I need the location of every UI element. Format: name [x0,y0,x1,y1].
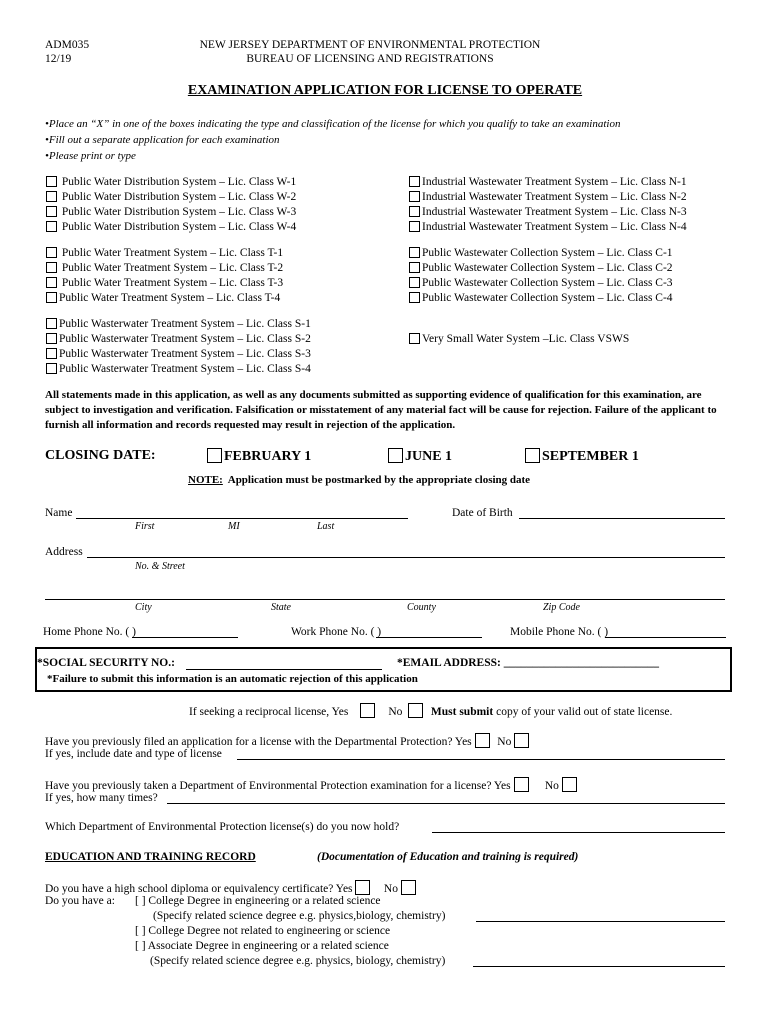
instructions [45,116,620,164]
work-phone-label: Work Phone No. ( ) [291,626,382,638]
reciprocal-no-checkbox[interactable] [408,703,423,718]
county-caption: County [407,602,436,613]
ssn-input[interactable] [186,669,382,670]
checkbox[interactable] [409,176,420,187]
address-label: Address [45,546,83,558]
prior-exam-yes-checkbox[interactable] [514,777,529,792]
ssn-label: *SOCIAL SECURITY NO.: [37,657,175,669]
checkbox[interactable] [46,348,57,359]
agency-block [180,38,560,66]
checkbox[interactable] [46,176,57,187]
reciprocal-question: If seeking a reciprocal license, Yes No Must submit copy of your valid out of state license. [189,703,672,718]
license-option[interactable]: Industrial Wastewater Treatment System – Lic. Class N-4 [409,220,687,235]
mobile-phone-label: Mobile Phone No. ( ) [510,626,609,638]
prior-application-question: Have you previously filed an application for a license with the Departmental Protection? Yes No [45,733,531,748]
reciprocal-yes-checkbox[interactable] [360,703,375,718]
form-id-block [45,38,89,66]
license-option[interactable]: Public Wasterwater Treatment System – Lic. Class S-4 [46,362,311,377]
checkbox[interactable] [388,448,403,463]
diploma-yes-checkbox[interactable] [355,880,370,895]
degree-engineering-option[interactable]: [ ] College Degree in engineering or a related science [135,895,381,907]
checkbox[interactable] [409,333,420,344]
checkbox[interactable] [46,318,57,329]
bureau-name: BUREAU OF LICENSING AND REGISTRATIONS [246,53,494,65]
license-group-collection [409,246,673,306]
checkbox[interactable] [409,247,420,258]
ssn-email-box [35,647,732,692]
prior-application-input[interactable] [237,759,725,760]
closing-option-feb[interactable]: FEBRUARY 1 [207,448,311,465]
prior-exam-input[interactable] [167,803,725,804]
street-input[interactable] [87,557,725,558]
license-option[interactable]: Public Wastewater Collection System – Lic. Class C-2 [409,261,673,276]
prior-exam-no-checkbox[interactable] [562,777,577,792]
degree-label: Do you have a: [45,895,115,907]
checkbox[interactable] [46,292,57,303]
degree-specify-label: (Specify related science degree e.g. physics,biology, chemistry) [153,910,446,922]
prior-exam-followup: If yes, how many times? [45,792,158,804]
checkbox[interactable] [46,206,57,217]
license-group-water-treatment [46,246,283,306]
checkbox[interactable] [46,262,57,273]
degree-specify-input[interactable] [476,921,725,922]
street-caption: No. & Street [135,561,185,572]
instruction-3: •Please print or type [45,150,136,162]
checkbox[interactable] [46,191,57,202]
license-option[interactable]: Public Water Treatment System – Lic. Class T-3 [46,276,283,291]
dob-label: Date of Birth [452,507,513,519]
license-option[interactable]: Industrial Wastewater Treatment System – Lic. Class N-2 [409,190,687,205]
home-phone-label: Home Phone No. ( ) [43,626,136,638]
mobile-phone-input[interactable] [605,637,726,638]
checkbox[interactable] [46,221,57,232]
license-group-vsws [409,332,629,347]
prior-application-followup: If yes, include date and type of license [45,748,222,760]
checkbox[interactable] [46,363,57,374]
checkbox[interactable] [525,448,540,463]
prior-application-no-checkbox[interactable] [514,733,529,748]
current-license-input[interactable] [432,832,725,833]
checkbox[interactable] [409,292,420,303]
license-option[interactable]: Public Wasterwater Treatment System – Lic. Class S-1 [46,317,311,332]
license-option[interactable]: Very Small Water System –Lic. Class VSWS [409,332,629,347]
license-option[interactable]: Industrial Wastewater Treatment System – Lic. Class N-3 [409,205,687,220]
education-heading: EDUCATION AND TRAINING RECORD [45,851,256,863]
license-option[interactable]: Public Water Distribution System – Lic. Class W-2 [46,190,296,205]
instruction-1: •Place an “X” in one of the boxes indicating the type and classification of the license for which you qualify to take an examination [45,118,621,130]
home-phone-input[interactable] [132,637,238,638]
license-option[interactable]: Public Wasterwater Treatment System – Lic. Class S-2 [46,332,311,347]
zip-caption: Zip Code [543,602,580,613]
checkbox[interactable] [46,247,57,258]
license-group-industrial [409,175,687,235]
diploma-no-checkbox[interactable] [401,880,416,895]
ssn-warning: *Failure to submit this information is an automatic rejection of this application [47,673,418,685]
license-option[interactable]: Industrial Wastewater Treatment System – Lic. Class N-1 [409,175,687,190]
closing-note: NOTE: Application must be postmarked by the appropriate closing date [188,474,531,486]
prior-application-yes-checkbox[interactable] [475,733,490,748]
work-phone-input[interactable] [376,637,482,638]
license-option[interactable]: Public Water Treatment System – Lic. Class T-2 [46,261,283,276]
mi-caption: MI [228,521,240,532]
name-label: Name [45,507,73,519]
closing-option-sep[interactable]: SEPTEMBER 1 [525,448,639,465]
instruction-2: •Fill out a separate application for each examination [45,134,280,146]
closing-date-label: CLOSING DATE: [45,448,156,463]
license-option[interactable]: Public Water Distribution System – Lic. Class W-3 [46,205,296,220]
education-note: (Documentation of Education and training is required) [317,851,579,863]
form-id: ADM035 [45,39,90,51]
email-label: *EMAIL ADDRESS: ___________________________ [397,657,659,669]
last-caption: Last [317,521,335,532]
name-input[interactable] [76,518,408,519]
first-caption: First [135,521,155,532]
degree-nonscience-option[interactable]: [ ] College Degree not related to engineering or science [135,925,391,937]
license-option[interactable]: Public Wastewater Collection System – Lic. Class C-3 [409,276,673,291]
page-title: EXAMINATION APPLICATION FOR LICENSE TO OPERATE [187,83,583,98]
dob-input[interactable] [519,518,725,519]
checkbox[interactable] [46,333,57,344]
license-option[interactable]: Public Water Distribution System – Lic. Class W-4 [46,220,296,235]
checkbox[interactable] [46,277,57,288]
checkbox[interactable] [409,277,420,288]
associate-specify-label: (Specify related science degree e.g. physics, biology, chemistry) [150,955,446,967]
diploma-question: Do you have a high school diploma or equivalency certificate? Yes No [45,880,418,895]
prior-exam-question: Have you previously taken a Department of Environmental Protection examination for a license? Yes No [45,777,579,792]
license-option[interactable]: Public Wastewater Collection System – Lic. Class C-1 [409,246,673,261]
associate-degree-option[interactable]: [ ] Associate Degree in engineering or a related science [135,940,389,952]
checkbox[interactable] [207,448,222,463]
closing-option-jun[interactable]: JUNE 1 [388,448,452,465]
checkbox[interactable] [409,262,420,273]
city-caption: City [135,602,152,613]
license-group-water-distribution [46,175,296,235]
checkbox[interactable] [409,221,420,232]
checkbox[interactable] [409,191,420,202]
department-name: NEW JERSEY DEPARTMENT OF ENVIRONMENTAL PROTECTION [199,39,541,51]
checkbox[interactable] [409,206,420,217]
city-state-input[interactable] [45,599,725,600]
state-caption: State [271,602,291,613]
associate-specify-input[interactable] [473,966,725,967]
license-option[interactable]: Public Wastewater Collection System – Lic. Class C-4 [409,291,673,306]
license-option[interactable]: Public Water Treatment System – Lic. Class T-1 [46,246,283,261]
certification-statement: All statements made in this application, as well as any documents submitted as supporting evidence of qualification for this examination, are subject to investigation and verification. Falsification or misstatement of any material fact will be cause for rejection. Failure of the applicant to furnish all information and records requested may result in rejection of the application. [45,389,717,431]
license-option[interactable]: Public Water Distribution System – Lic. Class W-1 [46,175,296,190]
license-group-wastewater-treatment [46,317,311,377]
current-license-question: Which Department of Environmental Protection license(s) do you now hold? [45,821,400,833]
license-option[interactable]: Public Water Treatment System – Lic. Class T-4 [46,291,283,306]
license-option[interactable]: Public Wasterwater Treatment System – Lic. Class S-3 [46,347,311,362]
form-date: 12/19 [45,53,72,65]
